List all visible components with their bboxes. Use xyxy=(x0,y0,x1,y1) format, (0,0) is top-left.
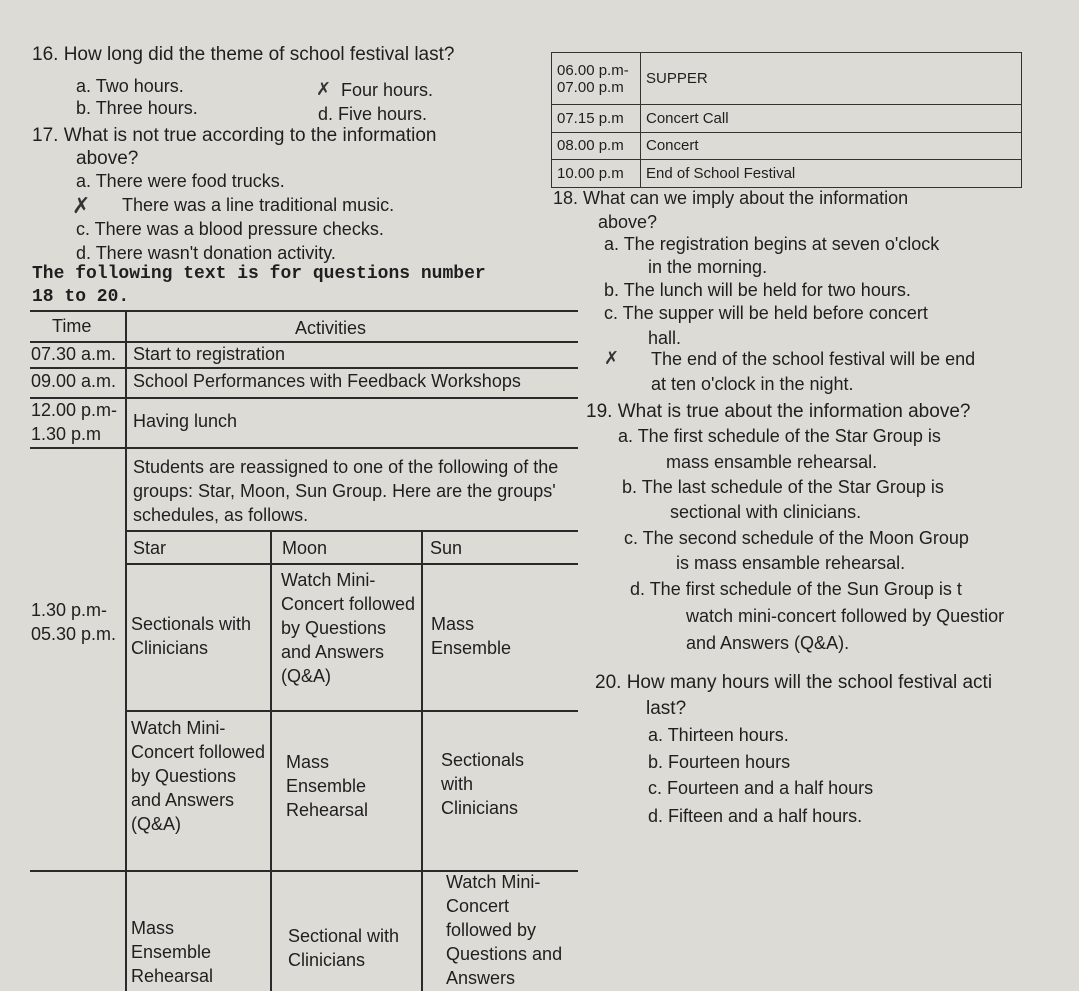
q16-option-c: Four hours. xyxy=(341,80,434,100)
q17-option-d: d. There wasn't donation activity. xyxy=(76,243,336,263)
groups-intro-text: Students are reassigned to one of the following of the groups: Star, Moon, Sun Group. Here are the groups' schedules, as follows. xyxy=(133,457,559,525)
moon-slot1: Watch Mini-Concert followed by Questions and Answers (Q&A) xyxy=(281,570,416,686)
q16-option-a: a. Two hours. xyxy=(76,76,184,96)
q17-question-line1: 17. What is not true according to the information xyxy=(32,125,437,146)
q20-option-a: a. Thirteen hours. xyxy=(648,725,789,745)
sun-slot1: Mass Ensemble xyxy=(431,614,512,658)
q18-option-d-line1: The end of the school festival will be end xyxy=(651,349,976,369)
schedule-row-activity: Having lunch xyxy=(133,411,238,431)
sun-slot3: Watch Mini-Concert followed by Questions and Answers xyxy=(446,872,563,988)
q18-question-line1: 18. What can we imply about the information xyxy=(553,188,909,208)
star-slot3: Mass Ensemble Rehearsal xyxy=(131,918,214,986)
q17-option-c: c. There was a blood pressure checks. xyxy=(76,219,384,239)
q18-question-line2: above? xyxy=(598,212,658,232)
small-table-time: 06.00 p.m- 07.00 p.m xyxy=(552,53,641,105)
q19-option-d-line1: d. The first schedule of the Sun Group is t xyxy=(630,579,962,599)
intro-line2: 18 to 20. xyxy=(32,287,130,307)
group-header-sun: Sun xyxy=(430,538,463,558)
schedule-header-time: Time xyxy=(52,316,92,336)
group-header-moon: Moon xyxy=(282,538,328,558)
small-table-time: 10.00 p.m xyxy=(552,160,641,188)
moon-slot3: Sectional with Clinicians xyxy=(288,926,400,970)
cross-mark-icon: ✗ xyxy=(72,193,91,218)
q18-option-c-line1: c. The supper will be held before concert xyxy=(604,303,928,323)
star-slot2: Watch Mini-Concert followed by Questions and Answers (Q&A) xyxy=(131,718,266,834)
schedule-row-activity: Start to registration xyxy=(133,344,286,364)
moon-slot2: Mass Ensemble Rehearsal xyxy=(286,752,369,820)
q18-option-d-line2: at ten o'clock in the night. xyxy=(651,374,854,394)
q20-option-b: b. Fourteen hours xyxy=(648,752,791,772)
small-table-activity: SUPPER xyxy=(641,53,1022,105)
small-table-activity: End of School Festival xyxy=(641,160,1022,188)
q19-question: 19. What is true about the information above? xyxy=(586,401,971,422)
sun-slot2: Sectionals with Clinicians xyxy=(441,750,525,818)
q16-question: 16. How long did the theme of school festival last? xyxy=(32,44,455,65)
q19-option-b-line2: sectional with clinicians. xyxy=(670,502,862,522)
star-slot1: Sectionals with Clinicians xyxy=(131,614,252,658)
q19-option-b-line1: b. The last schedule of the Star Group is xyxy=(622,477,944,497)
small-table-activity: Concert xyxy=(641,132,1022,160)
cross-mark-icon: ✗ xyxy=(604,348,620,368)
q17-question-line2: above? xyxy=(76,148,139,169)
q16-option-d: d. Five hours. xyxy=(318,104,428,124)
q19-option-a-line1: a. The first schedule of the Star Group is xyxy=(618,426,941,446)
schedule-row-time: 07.30 a.m. xyxy=(31,344,117,364)
group-header-star: Star xyxy=(133,538,167,558)
q18-option-a-line2: in the morning. xyxy=(648,257,768,277)
schedule-row-activity: School Performances with Feedback Workshops xyxy=(133,371,521,391)
cross-mark-icon: ✗ xyxy=(316,79,332,99)
q17-option-a: a. There were food trucks. xyxy=(76,171,285,191)
q18-option-b: b. The lunch will be held for two hours. xyxy=(604,280,911,300)
schedule-row-time: 12.00 p.m- 1.30 p.m xyxy=(31,400,118,444)
small-table-time: 08.00 p.m xyxy=(552,132,641,160)
q19-option-a-line2: mass ensamble rehearsal. xyxy=(666,452,878,472)
intro-line1: The following text is for questions number xyxy=(32,264,486,284)
schedule-header-activities: Activities xyxy=(295,318,367,338)
q19-option-d-line2: watch mini-concert followed by Questior xyxy=(686,606,1005,626)
q19-option-c-line2: is mass ensamble rehearsal. xyxy=(676,553,906,573)
small-table-activity: Concert Call xyxy=(641,105,1022,133)
afternoon-time: 1.30 p.m- 05.30 p.m. xyxy=(31,600,117,644)
q20-question-line1: 20. How many hours will the school festival acti xyxy=(595,672,993,693)
small-table-time: 07.15 p.m xyxy=(552,105,641,133)
q19-option-c-line1: c. The second schedule of the Moon Group xyxy=(624,528,969,548)
q18-option-a-line1: a. The registration begins at seven o'clock xyxy=(604,234,940,254)
q20-option-c: c. Fourteen and a half hours xyxy=(648,778,874,798)
evening-schedule-table xyxy=(551,52,1022,188)
q20-question-line2: last? xyxy=(646,698,687,719)
q20-option-d: d. Fifteen and a half hours. xyxy=(648,806,863,826)
q16-option-b: b. Three hours. xyxy=(76,98,198,118)
q19-option-d-line3: and Answers (Q&A). xyxy=(686,633,850,653)
schedule-row-time: 09.00 a.m. xyxy=(31,371,117,391)
q17-option-b: There was a line traditional music. xyxy=(122,195,395,215)
q18-option-c-line2: hall. xyxy=(648,328,682,348)
